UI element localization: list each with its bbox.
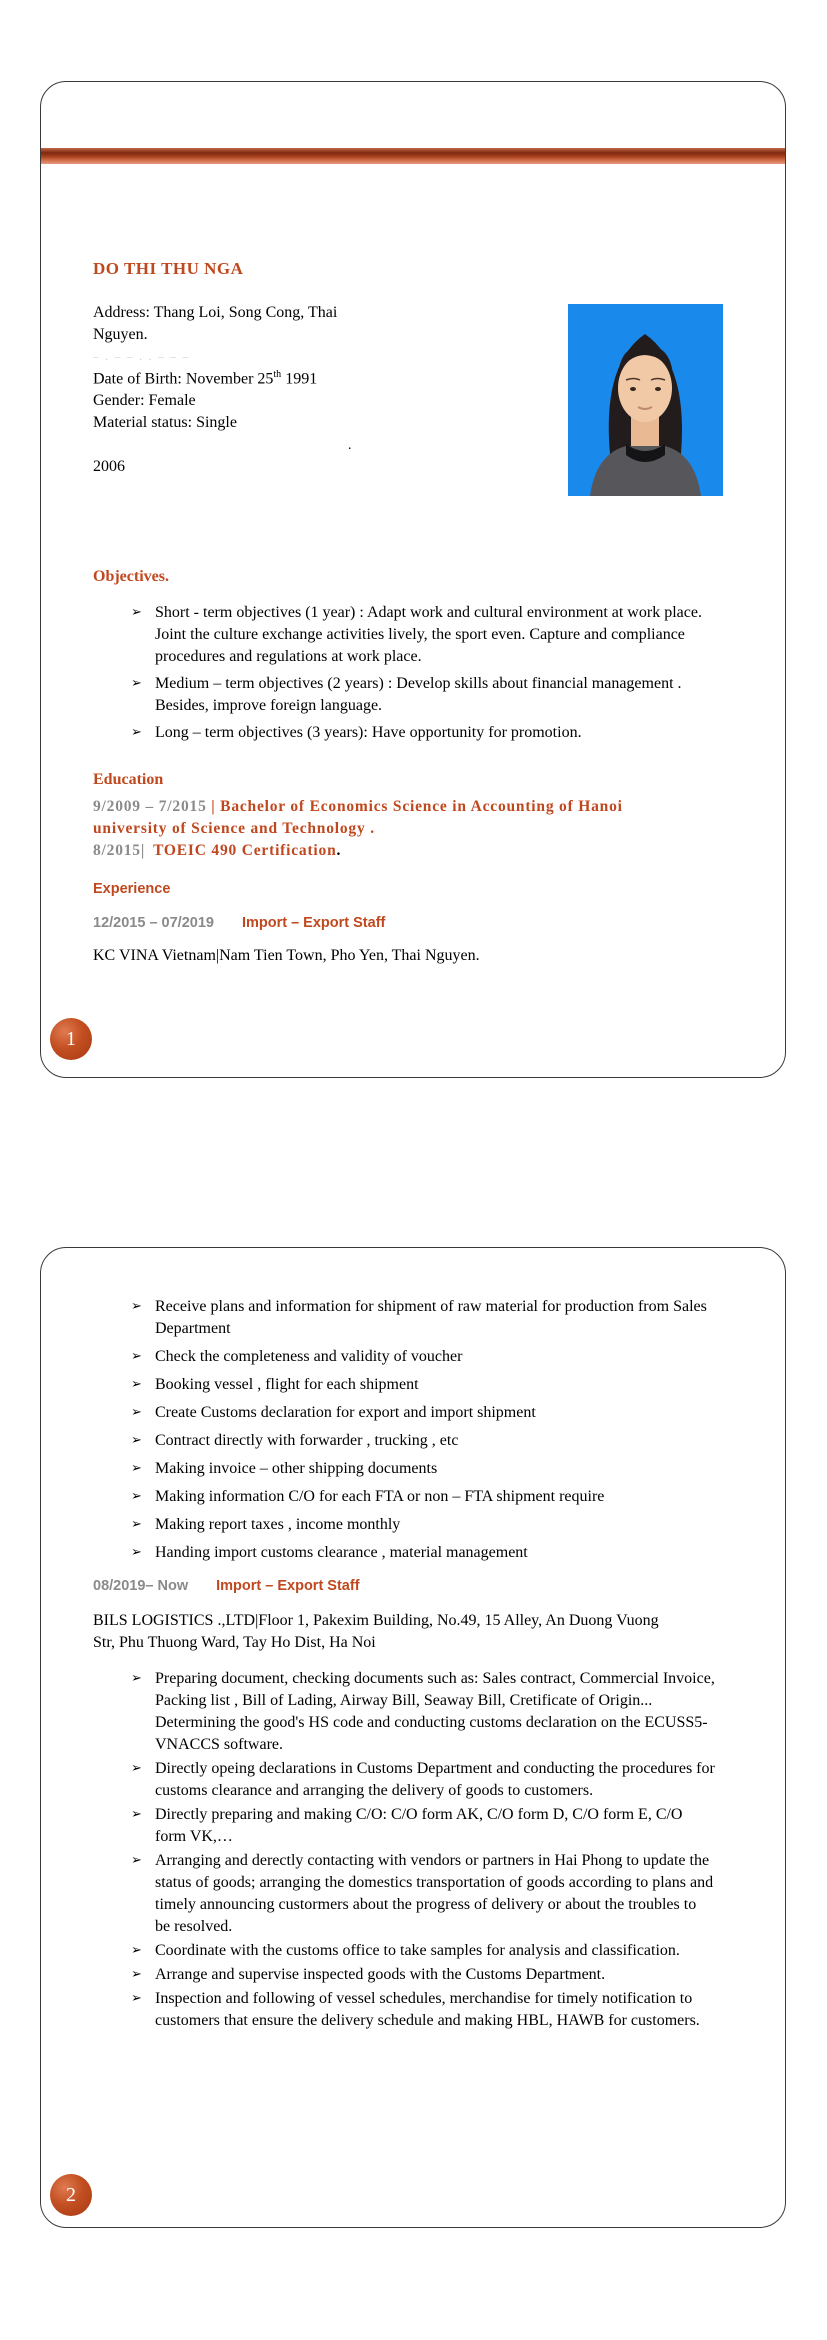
duty-text: Contract directly with forwarder , trucking , etc (155, 1432, 459, 1449)
arrow-bullet-icon: ➢ (131, 1433, 142, 1448)
duty-text: Coordinate with the customs office to take samples for analysis and classification. (155, 1942, 680, 1959)
address-line-1: Address: Thang Loi, Song Cong, Thai (93, 304, 338, 321)
arrow-bullet-icon: ➢ (131, 1349, 142, 1364)
list-item (131, 1514, 733, 1536)
job-entry (93, 1577, 733, 1595)
arrow-bullet-icon: ➢ (131, 1461, 142, 1476)
duty-text: Making report taxes , income monthly (155, 1516, 401, 1533)
list-item (131, 1346, 733, 1368)
arrow-bullet-icon: ➢ (131, 1299, 142, 1314)
dob-text: Date of Birth: November 25 (93, 370, 274, 388)
duty-text: Making invoice – other shipping documents (155, 1460, 438, 1477)
stray-period: . (348, 438, 352, 454)
cv-page-1 (40, 81, 786, 1078)
duty-text: Handing import customs clearance , material management (155, 1544, 528, 1561)
address-block (93, 302, 727, 346)
list-item (131, 1988, 733, 2032)
gender-line: Gender: Female (93, 392, 196, 410)
duty-text: Arrange and supervise inspected goods with the Customs Department. (155, 1966, 606, 1983)
arrow-bullet-icon: ➢ (131, 1545, 142, 1560)
duties-list-first-job (93, 1296, 733, 1564)
education-entry (93, 796, 693, 840)
duty-text: Directly opeing declarations in Customs Department and conducting the procedures for customs clearance and arranging the delivery of goods to customers. (155, 1760, 715, 1799)
job-title: Import – Export Staff (241, 915, 386, 932)
job-entry (93, 914, 727, 932)
duty-text: Receive plans and information for shipment of raw material for production from Sales Department (155, 1298, 707, 1337)
duty-text: Check the completeness and validity of voucher (155, 1348, 463, 1365)
objective-text: Medium – term objectives (2 years) : Develop skills about financial management . Besides, improve foreign language. (155, 675, 682, 715)
duties-list-second-job (93, 1668, 733, 2032)
arrow-bullet-icon: ➢ (131, 1943, 142, 1958)
list-item (131, 1458, 733, 1480)
list-item (131, 673, 727, 717)
education-title: | Bachelor of Economics Science in Accounting of Hanoi university of Science and Technology . (93, 798, 623, 838)
page2-content (93, 1296, 733, 2034)
list-item (131, 1804, 733, 1848)
arrow-bullet-icon: ➢ (131, 1377, 142, 1392)
dob-ordinal: th (273, 369, 282, 380)
duty-text: Inspection and following of vessel schedules, merchandise for timely notification to customers that ensure the delivery schedule and making HBL, HAWB for customers. (155, 1990, 700, 2029)
objective-text: Long – term objectives (3 years): Have opportunity for promotion. (155, 724, 582, 742)
page-number-badge: 1 (50, 1018, 92, 1060)
arrow-bullet-icon: ➢ (131, 1991, 142, 2006)
certification-title: TOEIC 490 Certification (153, 842, 337, 860)
list-item (131, 1430, 733, 1452)
job-company: KC VINA Vietnam|Nam Tien Town, Pho Yen, Thai Nguyen. (93, 947, 480, 965)
job-date: 12/2015 – 07/2019 (93, 915, 214, 932)
education-date: 9/2009 – 7/2015 (93, 798, 212, 816)
list-item (131, 1940, 733, 1962)
list-item (131, 1850, 733, 1938)
education-heading: Education (93, 771, 164, 789)
list-item (131, 1296, 733, 1340)
duty-text: Booking vessel , flight for each shipment (155, 1376, 419, 1393)
duty-text: Making information C/O for each FTA or non – FTA shipment require (155, 1488, 605, 1505)
list-item (131, 1486, 733, 1508)
arrow-bullet-icon: ➢ (131, 1807, 142, 1822)
job-date: 08/2019– Now (93, 1578, 189, 1594)
certification-date: 8/2015| (93, 842, 146, 860)
list-item (131, 1668, 733, 1756)
arrow-bullet-icon: ➢ (131, 676, 142, 692)
list-item (131, 722, 727, 744)
arrow-bullet-icon: ➢ (131, 725, 142, 741)
list-item (131, 1964, 733, 1986)
job-company: BILS LOGISTICS .,LTD|Floor 1, Pakexim Building, No.49, 15 Alley, An Duong Vuong Str, Phu Thuong Ward, Tay Ho Dist, Ha Noi (93, 1612, 659, 1651)
list-item (131, 1374, 733, 1396)
list-item (131, 1542, 733, 1564)
marital-status-line: Material status: Single (93, 414, 237, 432)
objective-text: Short - term objectives (1 year) : Adapt work and cultural environment at work place. Joint the culture exchange activities lively, the sport even. Capture and compliance procedures and regulations at work place. (155, 604, 702, 666)
dob-line (93, 364, 727, 390)
duty-text: Directly preparing and making C/O: C/O form AK, C/O form D, C/O form E, C/O form VK,… (155, 1806, 683, 1845)
list-item (131, 602, 727, 668)
objectives-heading: Objectives. (93, 568, 169, 586)
arrow-bullet-icon: ➢ (131, 1405, 142, 1420)
arrow-bullet-icon: ➢ (131, 1967, 142, 1982)
arrow-bullet-icon: ➢ (131, 1761, 142, 1776)
candidate-name: DO THI THU NGA (93, 259, 244, 278)
duty-text: Arranging and derectly contacting with vendors or partners in Hai Phong to update the status of goods; arranging the domestics transportation of goods according to plans and timely announcing custormers about the progress of delivery or about the troubles to be resolved. (155, 1852, 714, 1935)
stray-year: 2006 (93, 458, 125, 476)
page-number-badge: 2 (50, 2174, 92, 2216)
job-title: Import – Export Staff (216, 1578, 360, 1594)
duty-text: Preparing document, checking documents such as: Sales contract, Commercial Invoice, Packing list , Bill of Lading, Airway Bill, Seaway Bill, Cretificate of Origin... Determining the good's HS code and conducting customs declaration on the ECUSS5-VNACCS software. (155, 1670, 715, 1753)
list-item (131, 1402, 733, 1424)
address-line-2: Nguyen. (93, 326, 148, 343)
page1-content (93, 259, 727, 967)
certification-entry (93, 840, 693, 862)
accent-bar (41, 148, 785, 164)
arrow-bullet-icon: ➢ (131, 1517, 142, 1532)
dob-year: 1991 (281, 370, 318, 388)
duty-text: Create Customs declaration for export and import shipment (155, 1404, 536, 1421)
certification-period: . (336, 842, 342, 860)
redacted-contact-line: – . – – . . – – – (93, 351, 191, 363)
arrow-bullet-icon: ➢ (131, 1671, 142, 1686)
experience-heading: Experience (93, 881, 171, 898)
cv-page-2 (40, 1247, 786, 2228)
arrow-bullet-icon: ➢ (131, 1489, 142, 1504)
arrow-bullet-icon: ➢ (131, 605, 142, 621)
arrow-bullet-icon: ➢ (131, 1853, 142, 1868)
list-item (131, 1758, 733, 1802)
